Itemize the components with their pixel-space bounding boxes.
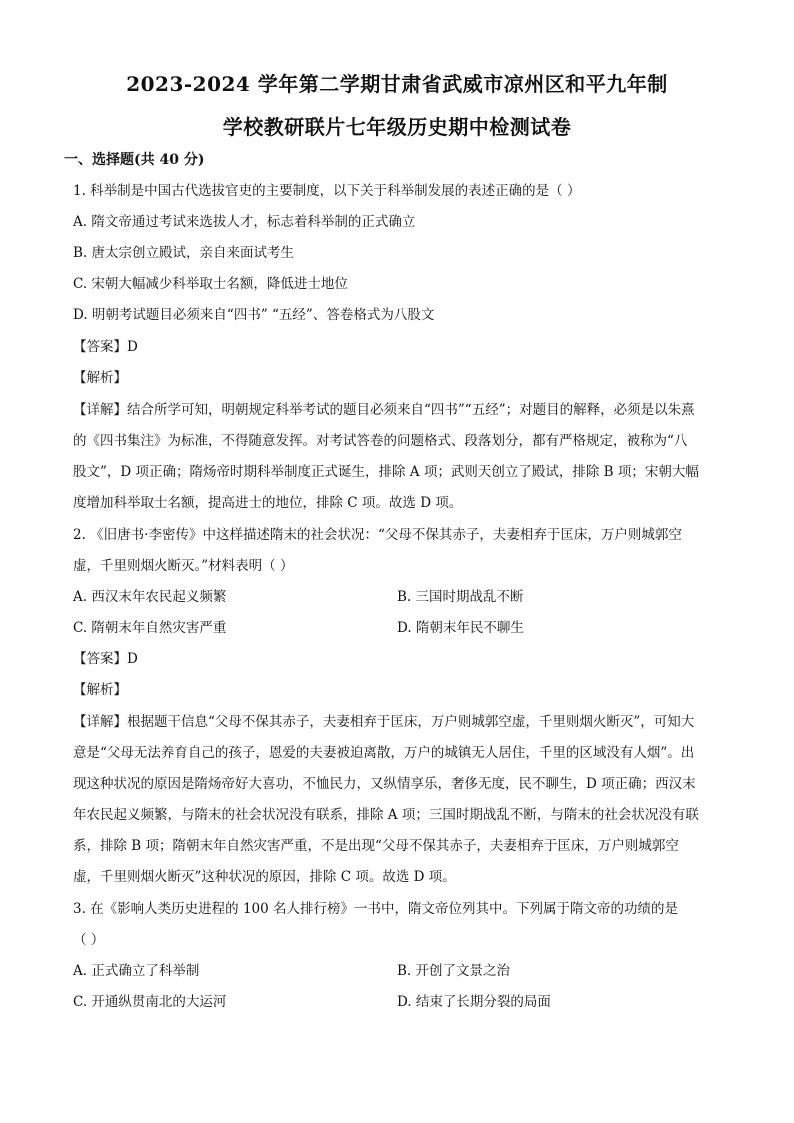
q1-option-b: B. 唐太宗创立殿试，亲自来面试考生	[73, 245, 295, 261]
q2-detail-line: 【详解】根据题干信息“父母不保其赤子，夫妻相弃于匡床，万户则城郭空虚，千里则烟火断灭”，可知大	[73, 714, 695, 730]
q2-detail-line: 现这种状况的原因是隋炀帝好大喜功，不恤民力，又纵情享乐，奢侈无度，民不聊生，D 项正确；西汉末	[73, 776, 696, 792]
q1-option-c: C. 宋朝大幅减少科举取士名额，降低进士地位	[73, 276, 348, 292]
q1-detail-line: 股文”，D 项正确；隋炀帝时期科举制度正式诞生，排除 A 项；武则天创立了殿试，排除 B 项；宋朝大幅	[73, 464, 699, 480]
q1-detail-line: 的《四书集注》为标准，不得随意发挥。对考试答卷的问题格式、段落划分，都有严格规定，被称为“八	[73, 433, 688, 449]
q3-option-a: A. 正式确立了科举制	[73, 963, 200, 979]
q2-stem-line: 虚，千里则烟火断灭。”材料表明（ ）	[73, 558, 294, 574]
q2-detail-line: 虚，千里则烟火断灭”这种状况的原因，排除 C 项。故选 D 项。	[73, 869, 456, 885]
q2-analysis-label: 【解析】	[73, 682, 127, 698]
q2-option-b: B. 三国时期战乱不断	[397, 589, 524, 605]
q3-stem-line: （ ）	[73, 932, 105, 948]
q2-detail-line: 系，排除 B 项；隋朝末年自然灾害严重，不是出现“父母不保其赤子，夫妻相弃于匡床，万户则城郭空	[73, 838, 679, 854]
q3-option-b: B. 开创了文景之治	[397, 963, 511, 979]
q1-option-a: A. 隋文帝通过考试来选拔人才，标志着科举制的正式确立	[73, 214, 416, 230]
section-heading: 一、选择题(共 40 分)	[64, 152, 205, 168]
q1-analysis-label: 【解析】	[73, 370, 127, 386]
q2-answer: 【答案】D	[73, 651, 138, 667]
q2-option-c: C. 隋朝末年自然灾害严重	[73, 620, 227, 636]
q3-stem-line: 3. 在《影响人类历史进程的 100 名人排行榜》一书中，隋文帝位列其中。下列属于隋文帝的功绩的是	[73, 901, 679, 917]
q1-answer: 【答案】D	[73, 339, 138, 355]
q2-stem-line: 2. 《旧唐书·李密传》中这样描述隋末的社会状况：“父母不保其赤子，夫妻相弃于匡床，万户则城郭空	[73, 527, 682, 543]
q1-option-d: D. 明朝考试题目必须来自“四书” “五经”、答卷格式为八股文	[73, 307, 435, 323]
q1-detail-line: 【详解】结合所学可知，明朝规定科举考试的题目必须来自“四书”“五经”；对题目的解释，必须是以朱熹	[73, 402, 695, 418]
q2-detail-line: 意是“父母无法养育自己的孩子，恩爱的夫妻被迫离散，万户的城镇无人居住，千里的区域没有人烟”。出	[73, 745, 695, 761]
q2-option-a: A. 西汉末年农民起义频繁	[73, 589, 227, 605]
q2-option-d: D. 隋朝末年民不聊生	[397, 620, 524, 636]
exam-title-line-1: 2023-2024 学年第二学期甘肃省武威市凉州区和平九年制	[126, 72, 668, 96]
q3-option-d: D. 结束了长期分裂的局面	[397, 994, 551, 1010]
exam-title-line-2: 学校教研联片七年级历史期中检测试卷	[222, 115, 572, 139]
q3-option-c: C. 开通纵贯南北的大运河	[73, 994, 227, 1010]
q1-stem: 1. 科举制是中国古代选拔官吏的主要制度，以下关于科举制发展的表述正确的是（ ）	[73, 183, 581, 199]
q2-detail-line: 年农民起义频繁，与隋末的社会状况没有联系，排除 A 项；三国时期战乱不断，与隋末的社会状况没有联	[73, 807, 699, 823]
q1-detail-line: 度增加科举取士名额，提高进士的地位，排除 C 项。故选 D 项。	[73, 495, 463, 511]
